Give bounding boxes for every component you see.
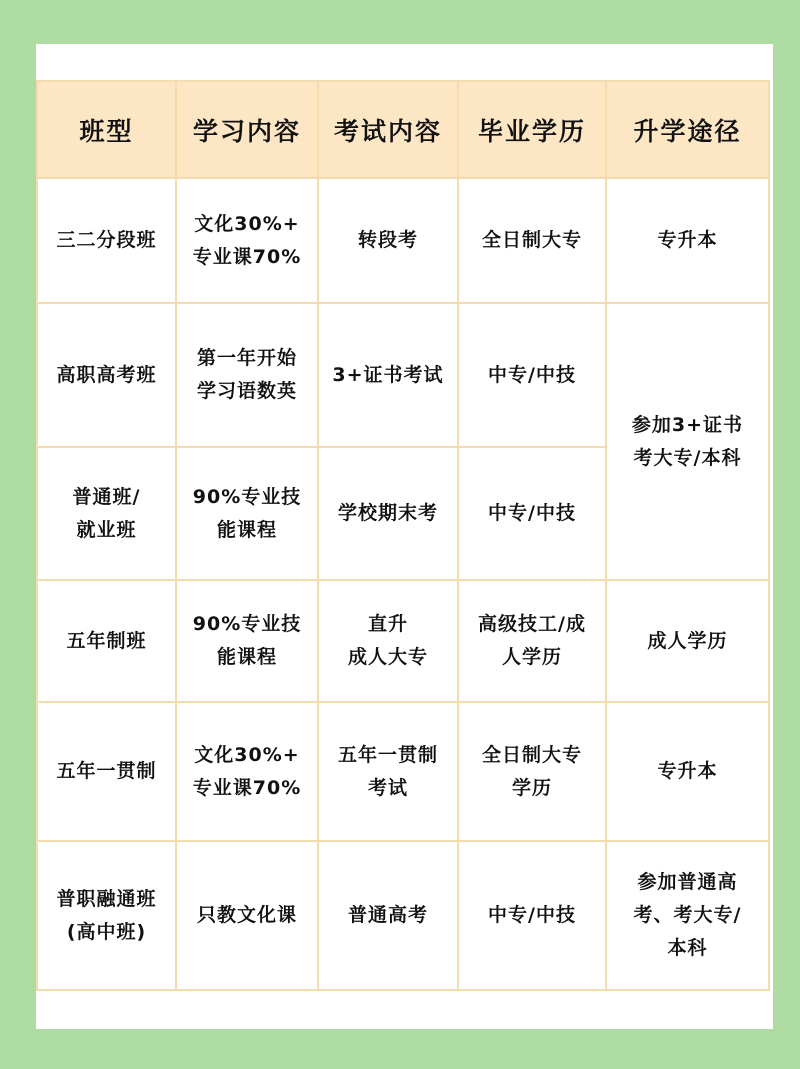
cell-text: 全日制大专 学历 <box>481 743 582 799</box>
cell-text: 专升本 <box>657 760 718 782</box>
cell-exam <box>318 702 458 841</box>
header-row <box>37 81 769 178</box>
header-study-content: 学习内容 <box>176 81 318 178</box>
cell-degree <box>458 702 606 841</box>
cell-text: 五年一贯制 考试 <box>337 743 438 799</box>
cell-exam <box>318 303 458 447</box>
cell-text: 专升本 <box>657 229 718 251</box>
cell-text: 成人学历 <box>647 629 728 652</box>
cell-path <box>606 702 769 841</box>
cell-path-merged <box>606 303 769 580</box>
cell-class-type <box>37 841 176 990</box>
cell-text: 中专/中技 <box>488 904 576 926</box>
cell-text: 三二分段班 <box>56 229 157 251</box>
cell-text: 五年制班 <box>66 629 147 652</box>
cell-text: 参加3+证书 考大专/本科 <box>631 413 744 469</box>
cell-degree <box>458 447 606 580</box>
cell-study <box>176 447 318 580</box>
header-exam-content: 考试内容 <box>318 81 458 178</box>
cell-exam <box>318 178 458 303</box>
cell-text: 文化30%+ 专业课70% <box>192 743 302 799</box>
cell-study <box>176 178 318 303</box>
cell-text: 转段考 <box>357 229 418 251</box>
cell-text: 3+证书考试 <box>332 363 444 386</box>
cell-text: 参加普通高 考、考大专/ 本科 <box>633 871 742 959</box>
table-row <box>37 841 769 990</box>
cell-text: 五年一贯制 <box>56 760 157 782</box>
cell-path <box>606 841 769 990</box>
header-advancement-path: 升学途径 <box>606 81 769 178</box>
cell-exam <box>318 580 458 702</box>
cell-text: 文化30%+ 专业课70% <box>192 212 302 268</box>
cell-path <box>606 580 769 702</box>
table-row <box>37 303 769 447</box>
cell-text: 普通班/ 就业班 <box>72 485 141 541</box>
class-comparison-table <box>36 80 770 991</box>
header-degree: 毕业学历 <box>458 81 606 178</box>
cell-text: 学校期末考 <box>337 502 438 524</box>
table-row <box>37 580 769 702</box>
cell-degree <box>458 580 606 702</box>
cell-degree <box>458 178 606 303</box>
cell-text: 中专/中技 <box>488 363 576 386</box>
cell-text: 高职高考班 <box>56 363 157 386</box>
cell-exam <box>318 841 458 990</box>
cell-study <box>176 303 318 447</box>
table-row <box>37 702 769 841</box>
cell-text: 中专/中技 <box>488 502 576 524</box>
cell-exam <box>318 447 458 580</box>
cell-class-type <box>37 580 176 702</box>
cell-text: 全日制大专 <box>481 229 582 251</box>
cell-study <box>176 580 318 702</box>
cell-study <box>176 841 318 990</box>
cell-degree <box>458 303 606 447</box>
cell-class-type <box>37 178 176 303</box>
cell-path <box>606 178 769 303</box>
cell-class-type <box>37 702 176 841</box>
cell-class-type <box>37 447 176 580</box>
cell-text: 只教文化课 <box>196 904 297 926</box>
cell-text: 普职融通班 (高中班) <box>56 887 157 943</box>
cell-text: 高级技工/成 人学历 <box>478 613 586 668</box>
cell-degree <box>458 841 606 990</box>
cell-class-type <box>37 303 176 447</box>
cell-study <box>176 702 318 841</box>
table-row <box>37 178 769 303</box>
cell-text: 90%专业技 能课程 <box>192 613 302 668</box>
cell-text: 直升 成人大专 <box>347 613 428 668</box>
cell-text: 第一年开始 学习语数英 <box>196 347 297 402</box>
cell-text: 90%专业技 能课程 <box>192 485 302 541</box>
header-class-type: 班型 <box>37 81 176 178</box>
cell-text: 普通高考 <box>347 904 428 926</box>
